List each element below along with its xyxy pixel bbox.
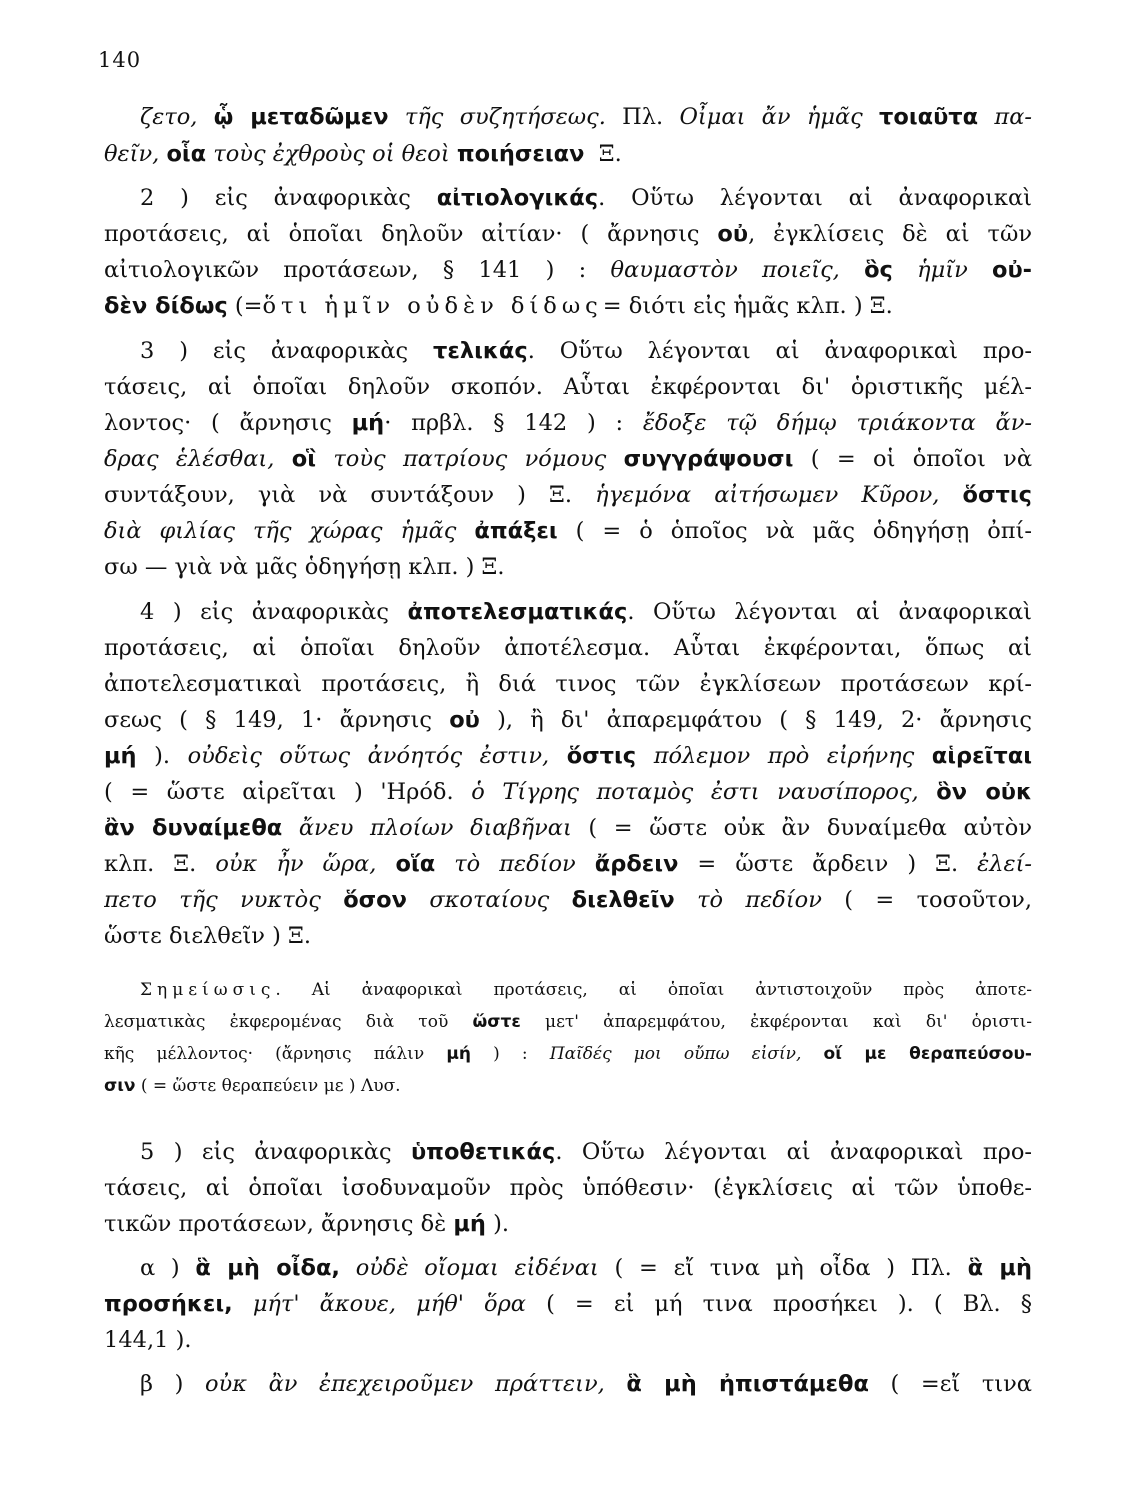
text-segment: . Αἱ ἀναφορικαὶ προτάσεις, αἱ ὁποῖαι ἀντιστοιχοῦν πρὸς ἀποτε- [275, 980, 1032, 1000]
text-line [104, 1172, 1032, 1204]
text-segment: μήτ' ἄκουε, μήθ' ὅρα [232, 1291, 547, 1317]
text-segment: 5 ) εἰς ἀναφορικὰς [140, 1139, 411, 1165]
text-line [104, 920, 1032, 952]
text-segment: οὐ- [992, 257, 1032, 283]
text-segment: ). [136, 743, 188, 769]
text-line [104, 551, 1032, 583]
text-line [104, 138, 1032, 170]
text-segment: ἡγεμόνα αἰτήσωμεν Κῦρον, [595, 482, 963, 508]
text-segment: ἀποτελεσματικάς [407, 599, 628, 625]
text-line [104, 1288, 1032, 1320]
text-segment: 144,1 ). [104, 1327, 192, 1353]
text-segment: ἂν δυναίμεθα [104, 815, 283, 841]
text-line [104, 515, 1032, 547]
text-segment: ( = οἱ ὁποῖοι νὰ [793, 446, 1032, 472]
text-segment: · πρβλ. § 142 ) : [384, 410, 643, 436]
text-segment: οἷα [166, 141, 207, 167]
text-segment: ἃ μὴ οἶδα, [195, 1255, 340, 1281]
text-segment: = ὥστε ἄρδειν ) Ξ. [678, 851, 978, 877]
text-segment: αἰτιολογικάς [436, 185, 599, 211]
text-segment: προτάσεις, αἱ ὁποῖαι δηλοῦν ἀποτέλεσμα. Αὗται ἐκφέρονται, ὅπως αἱ [104, 635, 1032, 661]
text-segment: οἳ [291, 446, 316, 472]
text-segment: (= [227, 293, 263, 319]
text-segment: ζετο, [140, 104, 214, 130]
text-segment: ) : [470, 1044, 550, 1064]
text-segment: σω — γιὰ νὰ μᾶς ὁδηγήσῃ κλπ. ) Ξ. [104, 554, 505, 580]
text-segment: ἃ μὴ ἠπιστάμεθα [626, 1371, 869, 1397]
text-segment: οὐδὲ οἴομαι εἰδέναι [339, 1255, 615, 1281]
text-segment: ὥστε [472, 1012, 521, 1032]
text-segment: τῆς συζητήσεως. [388, 104, 623, 130]
text-segment: ὑποθετικάς [410, 1139, 556, 1165]
text-segment: ( = τοσοῦτον, [844, 887, 1032, 913]
text-segment: 4 ) εἰς ἀναφορικὰς [140, 599, 408, 625]
text-segment: κῆς μέλλοντος· (ἄρνησις πάλιν [104, 1044, 447, 1064]
text-segment: ( = ὥστε θεραπεύειν με ) Λυσ. [135, 1076, 401, 1096]
text-segment: τοὺς ἐχθροὺς οἱ θεοὶ [206, 141, 457, 167]
text-segment: οἵα [395, 851, 436, 877]
text-segment: μή [351, 410, 385, 436]
text-segment: οὐκ ἦν ὥρα, [215, 851, 396, 877]
text-segment: μή [453, 1211, 486, 1237]
text-line [104, 371, 1032, 403]
text-segment: τὸ πεδίον [674, 887, 845, 913]
text-segment: β ) [140, 1371, 205, 1397]
note-line [104, 1040, 1032, 1068]
text-segment: πόλεμον πρὸ εἰρήνης [636, 743, 932, 769]
text-segment: Πλ. [622, 104, 680, 130]
text-line [104, 1208, 1032, 1240]
text-segment: ὃν οὐκ [936, 779, 1032, 805]
text-segment: ( =εἴ τινα [868, 1371, 1032, 1397]
text-segment: τοὺς πατρίους νόμους [315, 446, 624, 472]
text-line [104, 596, 1032, 628]
text-segment: αἱρεῖται [931, 743, 1032, 769]
text-segment: . Οὕτω λέγονται αἱ ἀναφορικαὶ προ- [555, 1139, 1032, 1165]
text-segment: λεσματικὰς ἐκφερομένας διὰ τοῦ [104, 1012, 473, 1032]
text-line [104, 776, 1032, 808]
text-segment: διὰ φιλίας τῆς χώρας ἡμᾶς [104, 518, 475, 544]
text-segment: ( = ὥστε οὐκ ἂν δυναίμεθα αὐτὸν [588, 815, 1032, 841]
text-segment: ἐλεί- [977, 851, 1032, 877]
text-line [104, 182, 1032, 214]
text-line [104, 254, 1032, 286]
text-segment: προτάσεις, αἱ ὁποῖαι δηλοῦν αἰτίαν· ( ἄρνησις [104, 221, 718, 247]
text-segment: ὁ Τίγρης ποταμὸς ἐστι ναυσίπορος, [471, 779, 937, 805]
text-segment: πα- [978, 104, 1032, 130]
text-segment: . Οὕτω λέγονται αἱ ἀναφορικαὶ [598, 185, 1032, 211]
text-segment: τελικάς [433, 338, 528, 364]
text-line [104, 740, 1032, 772]
text-line [104, 668, 1032, 700]
text-line [104, 1136, 1032, 1168]
text-segment: ποιήσειαν [456, 141, 585, 167]
text-segment: ὅτι ἡμῖν οὐδὲν δίδως [262, 293, 603, 319]
text-segment: θαυμαστὸν ποιεῖς, [610, 257, 865, 283]
text-line [104, 884, 1032, 916]
text-segment: Ξ. [584, 141, 622, 167]
text-segment: ἀπάξει [474, 518, 558, 544]
text-segment: ( = εἴ τινα μὴ οἶδα ) Πλ. [614, 1255, 968, 1281]
text-segment: ). [485, 1211, 510, 1237]
text-segment: λοντος· ( ἄρνησις [104, 410, 352, 436]
text-segment: κλπ. Ξ. [104, 851, 216, 877]
text-segment: ἔδοξε τῷ δήμῳ τριάκοντα ἄν- [642, 410, 1032, 436]
text-segment: Οἶμαι ἄν ἡμᾶς [679, 104, 880, 130]
text-segment: οὐδεὶς οὕτως ἀνόητός ἐστιν, [187, 743, 567, 769]
text-segment: Σημείωσις [140, 980, 276, 1000]
text-segment: ( = ὥστε αἱρεῖται ) 'Ηρόδ. [104, 779, 472, 805]
text-segment: . Οὕτω λέγονται αἱ ἀναφορικαὶ [627, 599, 1032, 625]
text-segment: ὅστις [962, 482, 1032, 508]
text-segment: 3 ) εἰς ἀναφορικὰς [140, 338, 434, 364]
text-segment: ( = ὁ ὁποῖος νὰ μᾶς ὁδηγήσῃ ὀπί- [557, 518, 1032, 544]
text-segment: ὅστις [566, 743, 637, 769]
text-segment: μή [104, 743, 137, 769]
text-segment: δρας ἑλέσθαι, [104, 446, 292, 472]
text-segment: ἡμῖν [892, 257, 993, 283]
text-segment: σεως ( § 149, 1· ἄρνησις [104, 707, 450, 733]
text-segment: = διότι εἰς ἡμᾶς κλπ. ) Ξ. [602, 293, 893, 319]
text-segment: συντάξουν, γιὰ νὰ συντάξουν ) Ξ. [104, 482, 596, 508]
text-line [104, 479, 1032, 511]
text-segment: τάσεις, αἱ ὁποῖαι ἰσοδυναμοῦν πρὸς ὑπόθεσιν· (ἐγκλίσεις αἱ τῶν ὑποθε- [104, 1175, 1032, 1201]
text-segment: Παῖδές μοι οὔπω εἰσίν, [549, 1044, 824, 1064]
text-segment: τικῶν προτάσεων, ἄρνησις δὲ [104, 1211, 454, 1237]
text-segment: ἄρδειν [594, 851, 679, 877]
text-segment: ᾧ μεταδῶμεν [213, 104, 389, 130]
text-line [104, 443, 1032, 475]
text-segment: ὥστε διελθεῖν ) Ξ. [104, 923, 312, 949]
text-segment: α ) [140, 1255, 196, 1281]
text-segment: θεῖν, [104, 141, 167, 167]
text-segment: ἀποτελεσματικαὶ προτάσεις, ἢ διά τινος τῶν ἐγκλίσεων προτάσεων κρί- [104, 671, 1032, 697]
text-line [104, 101, 1032, 133]
text-segment: οὐ [717, 221, 749, 247]
text-segment: ἄνευ πλοίων διαβῆναι [282, 815, 589, 841]
text-segment: προσήκει, [104, 1291, 233, 1317]
text-segment: δὲν δίδως [104, 293, 228, 319]
text-segment: οἵ με θεραπεύσου- [823, 1044, 1032, 1064]
text-line [104, 290, 1032, 322]
text-segment: ὃς [864, 257, 893, 283]
text-segment: μή [446, 1044, 471, 1064]
text-line [104, 1368, 1032, 1400]
text-segment: σιν [104, 1076, 136, 1096]
text-segment: ἃ μὴ [967, 1255, 1032, 1281]
text-line [104, 218, 1032, 250]
text-segment: σκοταίους [406, 887, 572, 913]
text-segment: τοιαῦτα [879, 104, 979, 130]
text-segment: , ἐγκλίσεις δὲ αἱ τῶν [748, 221, 1032, 247]
text-line [104, 1324, 1032, 1356]
page-number: 140 [98, 48, 142, 72]
text-segment: μετ' ἀπαρεμφάτου, ἐκφέρονται καὶ δι' ὁριστι- [520, 1012, 1032, 1032]
text-segment: αἰτιολογικῶν προτάσεων, § 141 ) : [104, 257, 611, 283]
text-segment: τὸ πεδίον [435, 851, 595, 877]
text-segment: ), ἢ δι' ἀπαρεμφάτου ( § 149, 2· ἄρνησις [479, 707, 1032, 733]
note-line [104, 1008, 1032, 1036]
note-line [104, 976, 1032, 1004]
text-segment: οὐκ ἂν ἐπεχειροῦμεν πράττειν, [205, 1371, 627, 1397]
note-line [104, 1072, 1032, 1100]
text-line [104, 335, 1032, 367]
text-line [104, 812, 1032, 844]
text-segment: οὐ [449, 707, 480, 733]
text-segment: . Οὕτω λέγονται αἱ ἀναφορικαὶ προ- [527, 338, 1032, 364]
text-line [104, 848, 1032, 880]
text-segment: ( = εἰ μή τινα προσήκει ). ( Βλ. § [546, 1291, 1032, 1317]
text-line [104, 1252, 1032, 1284]
text-segment: τάσεις, αἱ ὁποῖαι δηλοῦν σκοπόν. Αὗται ἐκφέρονται δι' ὁριστικῆς μέλ- [104, 374, 1032, 400]
text-segment: 2 ) εἰς ἀναφορικὰς [140, 185, 437, 211]
text-segment: συγγράψουσι [623, 446, 794, 472]
text-line [104, 407, 1032, 439]
text-segment: πετο τῆς νυκτὸς [104, 887, 344, 913]
text-line [104, 704, 1032, 736]
text-segment: διελθεῖν [571, 887, 675, 913]
text-segment: ὅσον [343, 887, 407, 913]
text-line [104, 632, 1032, 664]
